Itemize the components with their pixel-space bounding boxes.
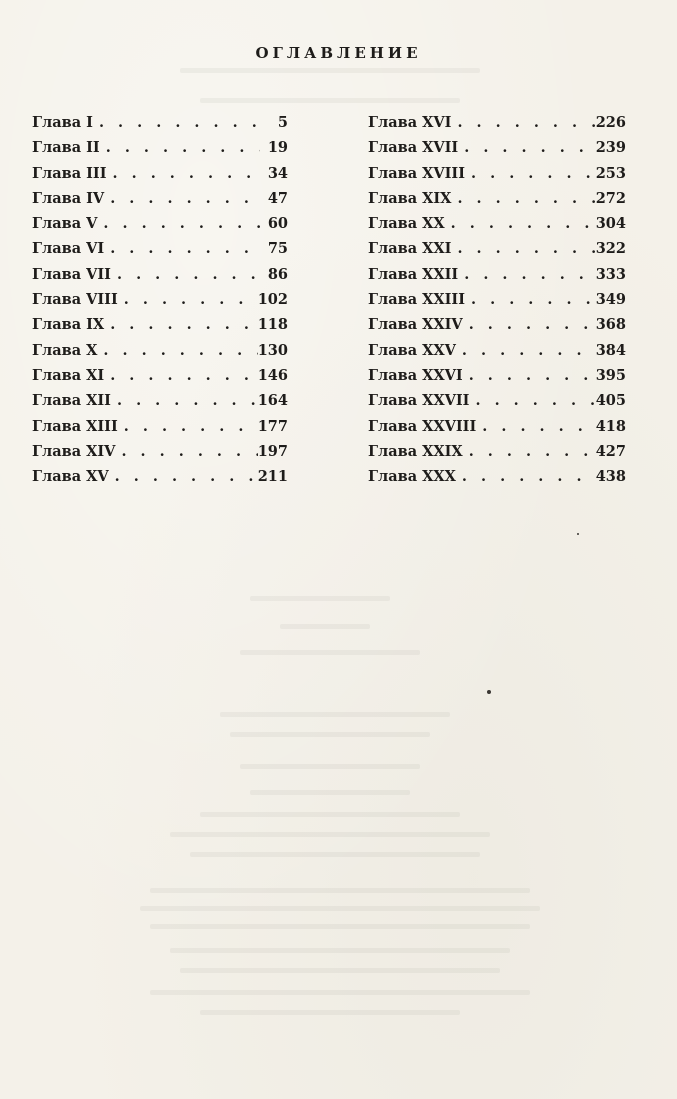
toc-entry [368, 266, 626, 291]
page-number: 384 [595, 341, 626, 359]
chapter-label: Глава VII [32, 265, 111, 283]
dot-leader [97, 215, 260, 232]
chapter-label: Глава XXII [368, 265, 459, 283]
dot-leader [463, 367, 596, 384]
toc-entry [32, 240, 288, 265]
toc-entry [32, 139, 288, 164]
dot-leader [463, 316, 596, 333]
toc-column-right [368, 114, 626, 493]
dot-leader [111, 266, 260, 283]
toc-entry [32, 215, 288, 240]
chapter-label: Глава XXX [368, 468, 456, 486]
dot-leader [100, 139, 260, 156]
dot-leader [465, 165, 596, 182]
page-number: 418 [595, 417, 626, 435]
toc-entry [32, 114, 288, 139]
page-number: 118 [257, 316, 288, 334]
dot-leader [456, 468, 596, 485]
dot-leader [107, 165, 261, 182]
page-number: 272 [595, 189, 626, 207]
chapter-label: Глава XI [32, 366, 105, 384]
chapter-label: Глава XIV [32, 442, 116, 460]
chapter-label: Глава XX [368, 215, 445, 233]
chapter-label: Глава XIII [32, 417, 118, 435]
page-number: 211 [257, 468, 288, 486]
toc-entry [32, 418, 288, 443]
dot-leader [463, 443, 596, 460]
page-number: 19 [267, 139, 288, 157]
page-number: 322 [595, 240, 626, 258]
chapter-label: Глава XV [32, 468, 109, 486]
toc-entry [368, 316, 626, 341]
toc-entry [368, 392, 626, 417]
dot-leader [458, 139, 596, 156]
chapter-label: Глава XXV [368, 341, 456, 359]
page-number: 349 [595, 291, 626, 309]
dot-leader [476, 418, 595, 435]
page-number: 253 [595, 164, 626, 182]
chapter-label: Глава XXVI [368, 366, 463, 384]
dot-leader [118, 291, 258, 308]
page-number: 239 [595, 139, 626, 157]
chapter-label: Глава XVI [368, 114, 452, 131]
chapter-label: Глава XIX [368, 189, 452, 207]
page-number: 60 [267, 215, 288, 233]
page-number: 146 [257, 366, 288, 384]
dot-leader [458, 266, 596, 283]
dot-leader [93, 114, 260, 131]
page-number: 47 [267, 189, 288, 207]
chapter-label: Глава IX [32, 316, 105, 334]
toc-entry [32, 190, 288, 215]
dot-leader [104, 240, 260, 257]
toc-entry [368, 443, 626, 468]
page-number: 438 [595, 468, 626, 486]
dot-leader [104, 367, 258, 384]
toc-entry [32, 165, 288, 190]
toc-entry [368, 215, 626, 240]
toc-entry [32, 342, 288, 367]
toc-entry [32, 291, 288, 316]
toc-entry [32, 443, 288, 468]
page-number: 86 [267, 265, 288, 283]
chapter-label: Глава XXI [368, 240, 452, 258]
chapter-label: Глава XXVIII [368, 417, 477, 435]
chapter-label: Глава II [32, 139, 100, 157]
toc-entry [368, 468, 626, 493]
toc-entry [32, 316, 288, 341]
toc-entry [32, 266, 288, 291]
dot-leader [111, 392, 258, 409]
dot-leader [451, 190, 595, 207]
page-number: 333 [595, 265, 626, 283]
toc-entry [32, 468, 288, 493]
chapter-label: Глава IV [32, 189, 105, 207]
dot-leader [465, 291, 596, 308]
page-number: 177 [257, 417, 288, 435]
toc-entry [368, 342, 626, 367]
toc-entry [368, 114, 626, 139]
page-number: 34 [267, 164, 288, 182]
dot-leader [451, 114, 595, 131]
toc-entry [368, 240, 626, 265]
chapter-label: Глава X [32, 341, 98, 359]
page-number: 197 [257, 442, 288, 460]
chapter-label: Глава XVII [368, 139, 459, 157]
chapter-label: Глава XXVII [368, 392, 470, 410]
toc-entry [368, 418, 626, 443]
chapter-label: Глава VIII [32, 291, 118, 309]
toc-entry [368, 367, 626, 392]
toc-column-left [32, 114, 288, 493]
page-number: 226 [595, 114, 626, 131]
toc-entry [32, 367, 288, 392]
page-number: 164 [257, 392, 288, 410]
dot-leader [104, 316, 258, 333]
page-number: 427 [595, 442, 626, 460]
dot-leader [118, 418, 258, 435]
toc-entry [368, 165, 626, 190]
dot-leader [469, 392, 595, 409]
page-number: 304 [595, 215, 626, 233]
chapter-label: Глава VI [32, 240, 105, 258]
dot-leader [109, 468, 258, 485]
page-number: 102 [257, 291, 288, 309]
page-number: 75 [267, 240, 288, 258]
dot-leader [104, 190, 260, 207]
toc-entry [368, 139, 626, 164]
toc-entry [368, 291, 626, 316]
chapter-label: Глава XXIII [368, 291, 465, 309]
chapter-label: Глава XXIX [368, 442, 463, 460]
chapter-label: Глава I [32, 114, 93, 131]
page-number: 395 [595, 366, 626, 384]
toc-entry [32, 392, 288, 417]
dot-leader [456, 342, 596, 359]
dot-leader [97, 342, 257, 359]
dot-leader [445, 215, 596, 232]
dot-leader [115, 443, 257, 460]
chapter-label: Глава V [32, 215, 98, 233]
chapter-label: Глава III [32, 164, 107, 182]
page-number: 5 [277, 114, 288, 131]
dot-leader [451, 240, 595, 257]
chapter-label: Глава XII [32, 392, 111, 410]
page-number: 130 [257, 341, 288, 359]
toc-entry [368, 190, 626, 215]
page-title: ОГЛАВЛЕНИЕ [255, 44, 422, 62]
page-number: 405 [595, 392, 626, 410]
chapter-label: Глава XXIV [368, 316, 463, 334]
chapter-label: Глава XVIII [368, 164, 465, 182]
page-number: 368 [595, 316, 626, 334]
